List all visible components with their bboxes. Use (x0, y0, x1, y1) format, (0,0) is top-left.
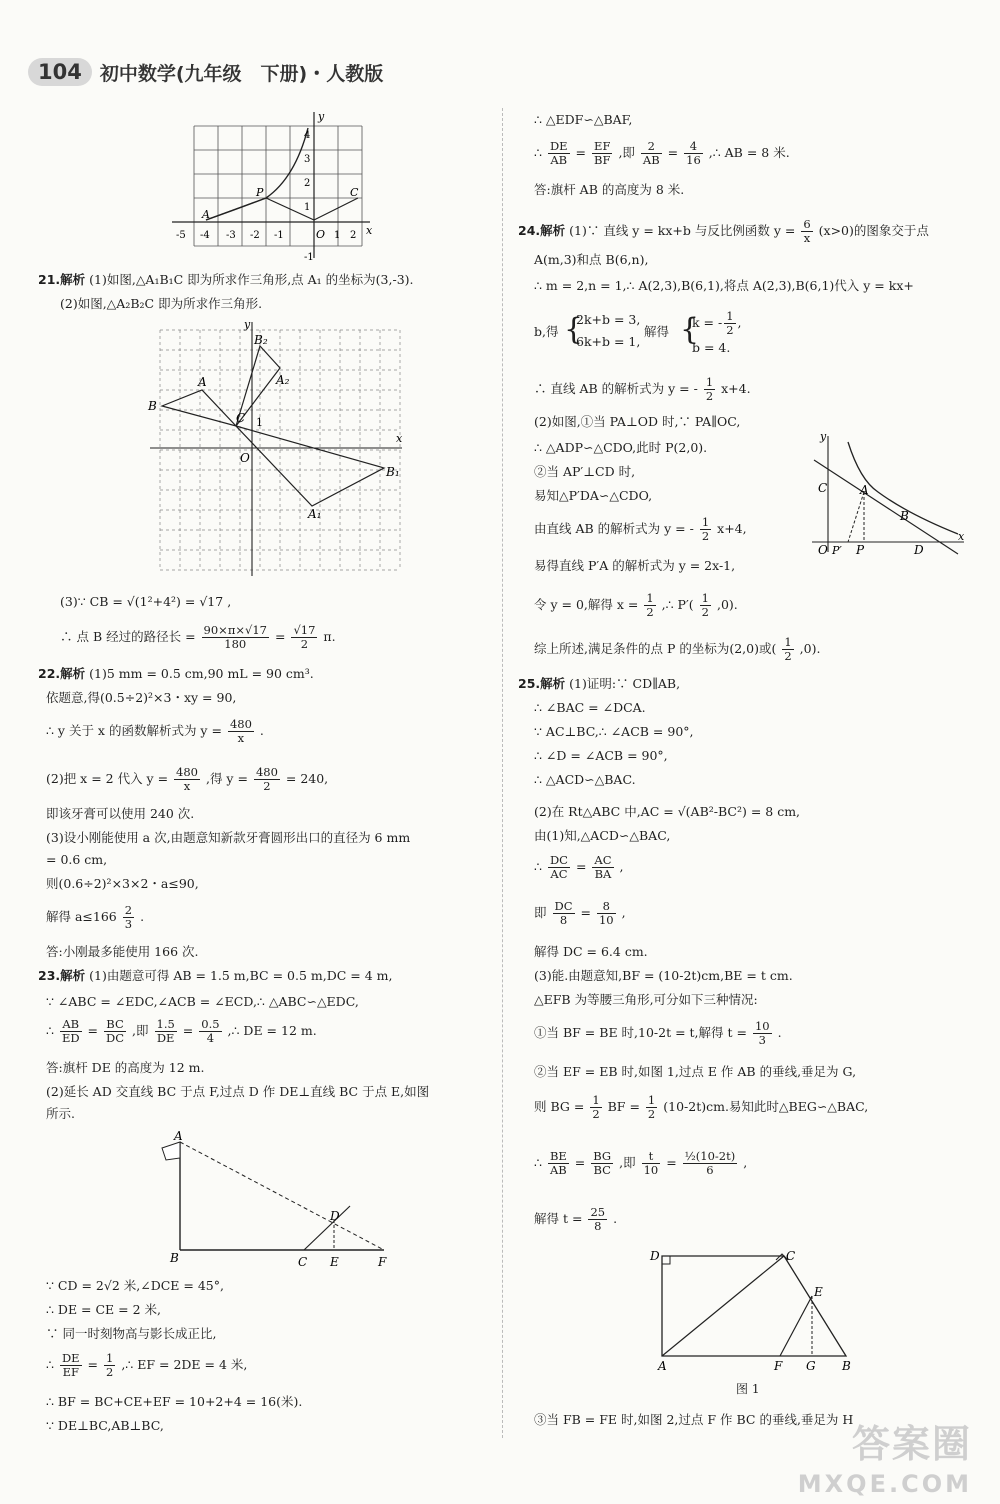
fig20-tick: 3 (304, 154, 311, 165)
q24-line-12: 令 y = 0,解得 x = $\frac{1}{2}$ ,∴ P′( $\frac{1}{2}$ ,0). (534, 591, 738, 619)
fig25-label-f: F (774, 1359, 783, 1373)
fig20-label-p: P (256, 186, 264, 199)
fig25-caption: 图 1 (736, 1382, 760, 1396)
fig20-label-o: O (316, 228, 326, 241)
figure-q23-flagpole (160, 1128, 400, 1270)
figure-q25-fig1 (646, 1244, 866, 1374)
q25-line-14: ②当 EF = EB 时,如图 1,过点 E 作 AB 的垂线,垂足为 G, (534, 1064, 857, 1079)
fig20-tick: -3 (226, 230, 236, 241)
fig23-label-f: F (378, 1255, 387, 1269)
fig21-label-b1: B₁ (386, 465, 400, 479)
fig21-x-label: x (396, 432, 403, 445)
q25-line-8: ∴ $\frac{DC}{AC}$ = $\frac{AC}{BA}$ , (534, 853, 624, 881)
fig20-y-label: y (318, 110, 325, 123)
q21-number: 21.解析 (38, 272, 86, 287)
fig20-tick: 4 (304, 130, 311, 141)
book-title: 初中数学(九年级 下册)・人教版 (99, 62, 384, 85)
fig20-tick: 1 (334, 230, 341, 241)
fig20-tick: -5 (176, 230, 186, 241)
fig23-label-a: A (174, 1129, 183, 1143)
q25-line-7: 由(1)知,△ACD∽△BAC, (534, 828, 671, 843)
fig20-label-c: C (350, 186, 359, 199)
q22-line-7: = 0.6 cm, (46, 852, 108, 867)
fig20-tick: 1 (304, 202, 311, 213)
q25-line-5: ∴ △ACD∽△BAC. (534, 772, 636, 787)
q21-line-2: (2)如图,△A₂B₂C 即为所求作三角形. (60, 296, 263, 311)
q24-line-2: A(m,3)和点 B(6,n), (534, 252, 649, 267)
q24-line-9: 易知△P′DA∽△CDO, (534, 488, 653, 503)
q22-line-9: 解得 a≤166 $\frac{2}{3}$ . (46, 903, 145, 931)
fig23-label-e: E (330, 1255, 339, 1269)
q21-text: (1)如图,△A₁B₁C 即为所求作三角形,点 A₁ 的坐标为(3,-3). (89, 272, 414, 287)
q22-line-8: 则(0.6÷2)²×3×2・a≤90, (46, 876, 199, 891)
fig24-label-c: C (818, 481, 828, 495)
fig24-y-label: y (820, 430, 827, 443)
q22-line-6: (3)设小刚能使用 a 次,由题意知新款牙膏圆形出口的直径为 6 mm (46, 830, 411, 845)
q24-line-5: ∴ 直线 AB 的解析式为 y = - $\frac{1}{2}$ x+4. (534, 375, 751, 403)
watermark-url: MXQE.COM (797, 1470, 972, 1498)
fig20-x-label: x (366, 224, 373, 237)
q23-line-11: ∴ BF = BC+CE+EF = 10+2+4 = 16(米). (46, 1394, 303, 1409)
q25-line-10: 解得 DC = 6.4 cm. (534, 944, 648, 959)
fig20-tick: -1 (304, 252, 314, 263)
fig21-label-one: 1 (256, 416, 263, 429)
fig20-tick: -4 (200, 230, 210, 241)
q25-line-15: 则 BG = $\frac{1}{2}$ BF = $\frac{1}{2}$ (10-2t)cm.易知此时△BEG∽△BAC, (534, 1093, 869, 1121)
figure-q24-graph (808, 430, 968, 558)
q24-line-8: ②当 AP′⊥CD 时, (534, 464, 636, 479)
fig20-tick: -2 (250, 230, 260, 241)
q25-line-11: (3)能.由题意知,BF = (10-2t)cm,BE = t cm. (534, 968, 793, 983)
page-header (28, 52, 383, 92)
q25-line-9: 即 $\frac{DC}{8}$ = $\frac{8}{10}$ , (534, 899, 626, 927)
q25-line-13: ①当 BF = BE 时,10-2t = t,解得 t = $\frac{10}{3}$ . (534, 1019, 782, 1047)
fig20-label-a: A (202, 208, 210, 221)
watermark-title: 答案圈 (851, 1422, 972, 1466)
fig24-label-o: O (818, 543, 828, 557)
page-number: 104 (28, 58, 92, 86)
q22-line-1: 22.解析 (1)5 mm = 0.5 cm,90 mL = 90 cm³. (38, 666, 314, 681)
q23-number: 23.解析 (38, 968, 86, 983)
fig25-label-a: A (658, 1359, 667, 1373)
q23-line-5: (2)延长 AD 交直线 BC 于点 F,过点 D 作 DE⊥直线 BC 于点 E,如图 (46, 1084, 430, 1099)
fig24-label-d: D (914, 543, 924, 557)
fig25-label-b: B (842, 1359, 851, 1373)
q22-line-2: 依题意,得(0.5÷2)²×3・xy = 90, (46, 690, 237, 705)
right-top-line-2: ∴ $\frac{DE}{AB}$ = $\frac{EF}{BF}$ ,即 $\frac{2}{AB}$ = $\frac{4}{16}$ ,∴ AB = 8 米. (534, 139, 790, 167)
fig21-label-b2: B₂ (254, 333, 268, 347)
q25-line-3: ∵ AC⊥BC,∴ ∠ACB = 90°, (534, 724, 694, 739)
q22-line-10: 答:小刚最多能使用 166 次. (46, 944, 199, 959)
q23-line-4: 答:旗杆 DE 的高度为 12 m. (46, 1060, 205, 1075)
fig23-label-d: D (330, 1209, 340, 1223)
q23-line-2: ∵ ∠ABC = ∠EDC,∠ACB = ∠ECD,∴ △ABC∽△EDC, (46, 994, 359, 1009)
q21-line-1 (38, 272, 414, 288)
q25-line-1: 25.解析 (1)证明:∵ CD∥AB, (518, 676, 681, 691)
fig21-label-a1: A₁ (308, 507, 322, 521)
q22-number: 22.解析 (38, 666, 86, 681)
q21-line-3: (3)∵ CB = √(1²+4²) = √17 , (60, 594, 232, 609)
fig24-label-p1: P′ (832, 544, 842, 557)
q24-line-7: ∴ △ADP∽△CDO,此时 P(2,0). (534, 440, 708, 455)
q23-line-12: ∵ DE⊥BC,AB⊥BC, (46, 1418, 164, 1433)
fig24-label-p: P (856, 543, 865, 557)
q24-line-3: ∴ m = 2,n = 1,∴ A(2,3),B(6,1),将点 A(2,3),B(6,1)代入 y = kx+ (534, 278, 914, 293)
fig25-label-d: D (650, 1249, 660, 1263)
fig25-label-c: C (786, 1249, 796, 1263)
fig21-label-b: B (148, 399, 157, 413)
q24-line-10: 由直线 AB 的解析式为 y = - $\frac{1}{2}$ x+4, (534, 515, 747, 543)
fig20-tick: -1 (274, 230, 284, 241)
column-divider (502, 108, 503, 1438)
fig23-label-b: B (170, 1251, 179, 1265)
fig21-label-a: A (198, 375, 207, 389)
q23-line-7: ∵ CD = 2√2 米,∠DCE = 45°, (46, 1278, 224, 1293)
q23-line-9: ∵ 同一时刻物高与影长成正比, (46, 1326, 217, 1341)
figure-q20-graph (170, 108, 380, 268)
fig25-label-g: G (806, 1359, 816, 1373)
q24-number: 24.解析 (518, 223, 566, 238)
q22-line-4: (2)把 x = 2 代入 y = $\frac{480}{x}$ ,得 y = $\frac{480}{2}$ = 240, (46, 765, 329, 793)
q23-line-8: ∴ DE = CE = 2 米, (46, 1302, 162, 1317)
fig20-tick: 2 (350, 230, 357, 241)
q22-line-3: ∴ y 关于 x 的函数解析式为 y = $\frac{480}{x}$ . (46, 717, 264, 745)
q25-line-4: ∴ ∠D = ∠ACB = 90°, (534, 748, 668, 763)
fig21-y-label: y (244, 318, 251, 331)
q25-line-16: ∴ $\frac{BE}{AB}$ = $\frac{BG}{BC}$ ,即 $\frac{t}{10}$ = $\frac{\text{½(10-2t)}}{6}$ , (534, 1149, 748, 1177)
right-top-line-3: 答:旗杆 AB 的高度为 8 米. (534, 182, 685, 197)
q23-line-3: ∴ $\frac{AB}{ED}$ = $\frac{BC}{DC}$ ,即 $\frac{1.5}{DE}$ = $\frac{0.5}{4}$ ,∴ DE = 12 m. (46, 1017, 317, 1045)
q25-line-2: ∴ ∠BAC = ∠DCA. (534, 700, 646, 715)
fig24-x-label: x (958, 530, 965, 543)
q21-line-4: ∴ 点 B 经过的路径长 = $\frac{90\times\pi\times√17}{180}$ = $\frac{√17}{2}$ π. (60, 623, 336, 651)
q25-number: 25.解析 (518, 676, 566, 691)
q24-line-6: (2)如图,①当 PA⊥OD 时,∵ PA∥OC, (534, 414, 741, 429)
fig23-label-c: C (298, 1255, 308, 1269)
q24-line-13: 综上所述,满足条件的点 P 的坐标为(2,0)或( $\frac{1}{2}$ ,0). (534, 635, 821, 663)
q22-line-5: 即该牙膏可以使用 240 次. (46, 806, 195, 821)
q25-line-18: ③当 FB = FE 时,如图 2,过点 F 作 BC 的垂线,垂足为 H (534, 1412, 854, 1427)
fig21-label-c: C (236, 411, 246, 425)
q25-line-6: (2)在 Rt△ABC 中,AC = √(AB²-BC²) = 8 cm, (534, 804, 801, 819)
q23-line-10: ∴ $\frac{DE}{EF}$ = $\frac{1}{2}$ ,∴ EF = 2DE = 4 米, (46, 1351, 248, 1379)
q23-line-6: 所示. (46, 1106, 75, 1121)
q24-line-1: 24.解析 (1)∵ 直线 y = kx+b 与反比例函数 y = $\frac{6}{x}$ (x>0)的图象交于点 (518, 217, 929, 245)
q25-line-12: △EFB 为等腰三角形,可分如下三种情况: (534, 992, 758, 1007)
right-top-line-1: ∴ △EDF∽△BAF, (534, 112, 633, 127)
q25-line-17: 解得 t = $\frac{25}{8}$ . (534, 1205, 618, 1233)
figure-q21-grid (140, 318, 420, 580)
q24-line-11: 易得直线 P′A 的解析式为 y = 2x-1, (534, 558, 736, 573)
q23-line-1: 23.解析 (1)由题意可得 AB = 1.5 m,BC = 0.5 m,DC = 4 m, (38, 968, 393, 983)
fig24-label-b: B (900, 509, 909, 523)
fig24-label-a: A (860, 483, 869, 497)
fig21-label-o: O (240, 451, 250, 465)
fig21-label-a2: A₂ (276, 373, 290, 387)
fig25-label-e: E (814, 1285, 823, 1299)
answer-page: 104 初中数学(九年级 下册)・人教版 y x A P C O -5 -4 -3 -2 -1 1 2 4 3 2 1 -1 21.解析 (1)如图,△A₁B₁C 即为所求作三角形,点 A₁ 的坐标为(3,-3). (2)如图,△A₂B₂C 即为所求作三角形. B A B₂ A₂ C 1 O B₁ A₁ y x (3)∵ CB = √(1²+4²) = √17 , ∴ 点 B 经过的路径长 = $\frac{90\times\pi\times√17}{180}$ = $\frac{√17}{2}$ π. 22.解析 (1)5 mm = 0.5 cm,90 mL = 90 cm³. 依题意,得(0.5÷2)²×3・xy = 90, ∴ y 关于 x 的函数解析式为 y = $\frac{480}{x}$ . (2)把 x = 2 代入 y = $\frac{480}{x}$ ,得 y = $\frac{480}{2}$ = 240, 即该牙膏可以使用 240 次. (3)设小刚能使用 a 次,由题意知新款牙膏圆形出口的直径为 6 mm = 0.6 cm, 则(0.6÷2)²×3×2・a≤90, 解得 a≤166 $\frac{2}{3}$ . 答:小刚最多能使用 166 次. 23.解析 (1)由题意可得 AB = 1.5 m,BC = 0.5 m,DC = 4 m, ∵ ∠ABC = ∠EDC,∠ACB = ∠ECD,∴ △ABC∽△EDC, ∴ $\frac{AB}{ED}$ = $\frac{BC}{DC}$ ,即 $\frac{1.5}{DE}$ = $\frac{0.5}{4}$ ,∴ DE = 12 m. 答:旗杆 DE 的高度为 12 m. (2)延长 AD 交直线 BC 于点 F,过点 D 作 DE⊥直线 BC 于点 E,如图 所示. A B C D E F ∵ CD = 2√2 米,∠DCE = 45°, ∴ DE = CE = 2 米, ∵ 同一时刻物高与影长成正比, ∴ $\frac{DE}{EF}$ = $\frac{1}{2}$ ,∴ EF = 2DE = 4 米, ∴ BF = BC+CE+EF = 10+2+4 = 16(米). ∵ DE⊥BC,AB⊥BC, ∴ △EDF∽△BAF, ∴ $\frac{DE}{AB}$ = $\frac{EF}{BF}$ ,即 $\frac{2}{AB}$ = $\frac{4}{16}$ ,∴ AB = 8 米. 答:旗杆 AB 的高度为 8 米. 24.解析 (1)∵ 直线 y = kx+b 与反比例函数 y = $\frac{6}{x}$ (x>0)的图象交于点 A(m,3)和点 B(6,n), ∴ m = 2,n = 1,∴ A(2,3),B(6,1),将点 A(2,3),B(6,1)代入 y = kx+ b,得 { 2k+b = 3, 6k+b = 1, 解得 { k = - $\frac{1}{2}$ , b = 4. ∴ 直线 AB 的解析式为 y = - $\frac{1}{2}$ x+4. (2)如图,①当 PA⊥OD 时,∵ PA∥OC, ∴ △ADP∽△CDO,此时 P(2,0). ②当 AP′⊥CD 时, 易知△P′DA∽△CDO, 由直线 AB 的解析式为 y = - $\frac{1}{2}$ x+4, 易得直线 P′A 的解析式为 y = 2x-1, 令 y = 0,解得 x = $\frac{1}{2}$ ,∴ P′( $\frac{1}{2}$ ,0). 综上所述,满足条件的点 P 的坐标为(2,0)或( $\frac{1}{2}$ ,0). y C A B O P′ P D x 25.解析 (1)证明:∵ CD∥AB, ∴ ∠BAC = ∠DCA. ∵ AC⊥BC,∴ ∠ACB = 90°, ∴ ∠D = ∠ACB = 90°, ∴ △ACD∽△BAC. (2)在 Rt△ABC 中,AC = √(AB²-BC²) = 8 cm, 由(1)知,△ACD∽△BAC, ∴ $\frac{DC}{AC}$ = $\frac{AC}{BA}$ , 即 $\frac{DC}{8}$ = $\frac{8}{10}$ , 解得 DC = 6.4 cm. (3)能.由题意知,BF = (10-2t)cm,BE = t cm. △EFB 为等腰三角形,可分如下三种情况: ①当 BF = BE 时,10-2t = t,解得 t = $\frac{10}{3}$ . ②当 EF = EB 时,如图 1,过点 E 作 AB 的垂线,垂足为 G, 则 BG = $\frac{1}{2}$ BF = $\frac{1}{2}$ (10-2t)cm.易知此时△BEG∽△BAC, ∴ $\frac{BE}{AB}$ = $\frac{BG}{BC}$ ,即 $\frac{t}{10}$ = $\frac{\text{½(10-2t)}}{6}$ , 解得 t = $\frac{25}{8}$ . D C E A F G B 图 1 ③当 FB = FE 时,如图 2,过点 F 作 BC 的垂线,垂足为 H 答案圈 MXQE.COM (0, 0, 1000, 1504)
fig20-tick: 2 (304, 178, 311, 189)
